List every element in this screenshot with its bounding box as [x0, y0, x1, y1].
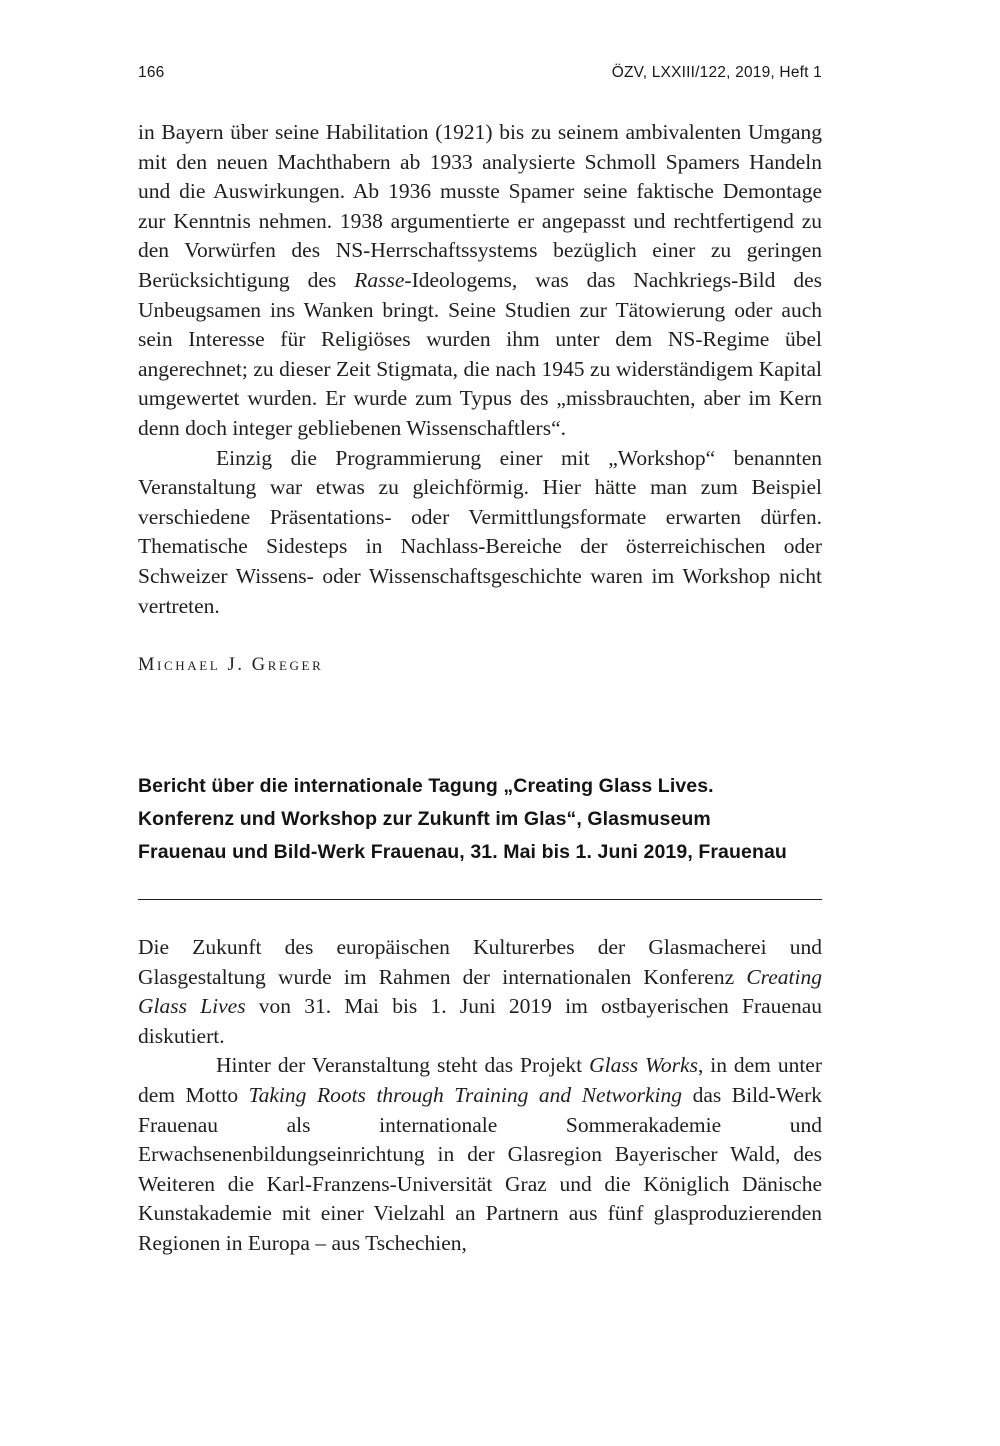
page-header: [138, 64, 822, 82]
article-title: [138, 770, 822, 869]
title-line: Konferenz und Workshop zur Zukunft im Glas“, Glasmuseum: [138, 808, 711, 831]
review-paragraph: Einzig die Programmierung einer mit „Workshop“ benannten Veranstaltung war etwas zu gleichförmig. Hier hätte man zum Beispiel verschiedene Präsentations- oder Vermittlungsformate erwarten dürfen. Thematische Sidesteps in Nachlass-Bereiche der österreichischen oder Schweizer Wissens- oder Wissenschaftsgeschichte waren im Workshop nicht vertreten.: [138, 445, 822, 618]
report-paragraph: Hinter der Veranstaltung steht das Projekt Glass Works, in dem unter dem Motto Taking Roots through Training and Networking das Bild-Werk Frauenau als internationale Sommerakademie und Erwachsenenbildungseinrichtung in der Glasregion Bayerischer Wald, des Weiteren die Karl-Franzens-Universität Graz und die Königlich Dänische Kunstakademie mit einer Vielzahl an Partnern aus fünf glasproduzierenden Regionen in Europa – aus Tschechien,: [138, 1053, 822, 1256]
title-line: Frauenau und Bild-Werk Frauenau, 31. Mai bis 1. Juni 2019, Frauenau: [138, 841, 787, 864]
title-divider: [138, 899, 822, 900]
author-name: Michael J. Greger: [138, 655, 324, 676]
title-line: Bericht über die internationale Tagung „Creating Glass Lives.: [138, 775, 714, 798]
review-paragraph: in Bayern über seine Habilitation (1921) bis zu seinem ambivalenten Umgang mit den neuen Machthabern ab 1933 analysierte Schmoll Spamers Handeln und die Auswirkungen. Ab 1936 musste Spamer seine faktische Demontage zur Kenntnis nehmen. 1938 argumentierte er angepasst und rechtfertigend zu den Vorwürfen des NS-Herrschaftssystems bezüglich einer zu geringen Berücksichtigung des Rasse-Ideologems, was das Nachkriegs-Bild des Unbeugsamen ins Wanken bringt. Seine Studien zur Tätowierung oder auch sein Interesse für Religiöses wurden ihm unter dem NS-Regime übel angerechnet; zu dieser Zeit Stigmata, die nach 1945 zu widerständigem Kapital umgewertet wurden. Er wurde zum Typus des „missbrauchten, aber im Kern denn doch integer gebliebenen Wissenschaftlers“.: [138, 120, 822, 440]
page-content: [138, 118, 822, 1259]
report-paragraph: Die Zukunft des europäischen Kulturerbes der Glasmacherei und Glasgestaltung wurde im Rahmen der internationalen Konferenz Creating Glass Lives von 31. Mai bis 1. Juni 2019 im ostbayerischen Frauenau diskutiert.: [138, 935, 822, 1048]
journal-reference: ÖZV, LXXIII/122, 2019, Heft 1: [611, 64, 822, 81]
page-number: 166: [138, 64, 165, 81]
